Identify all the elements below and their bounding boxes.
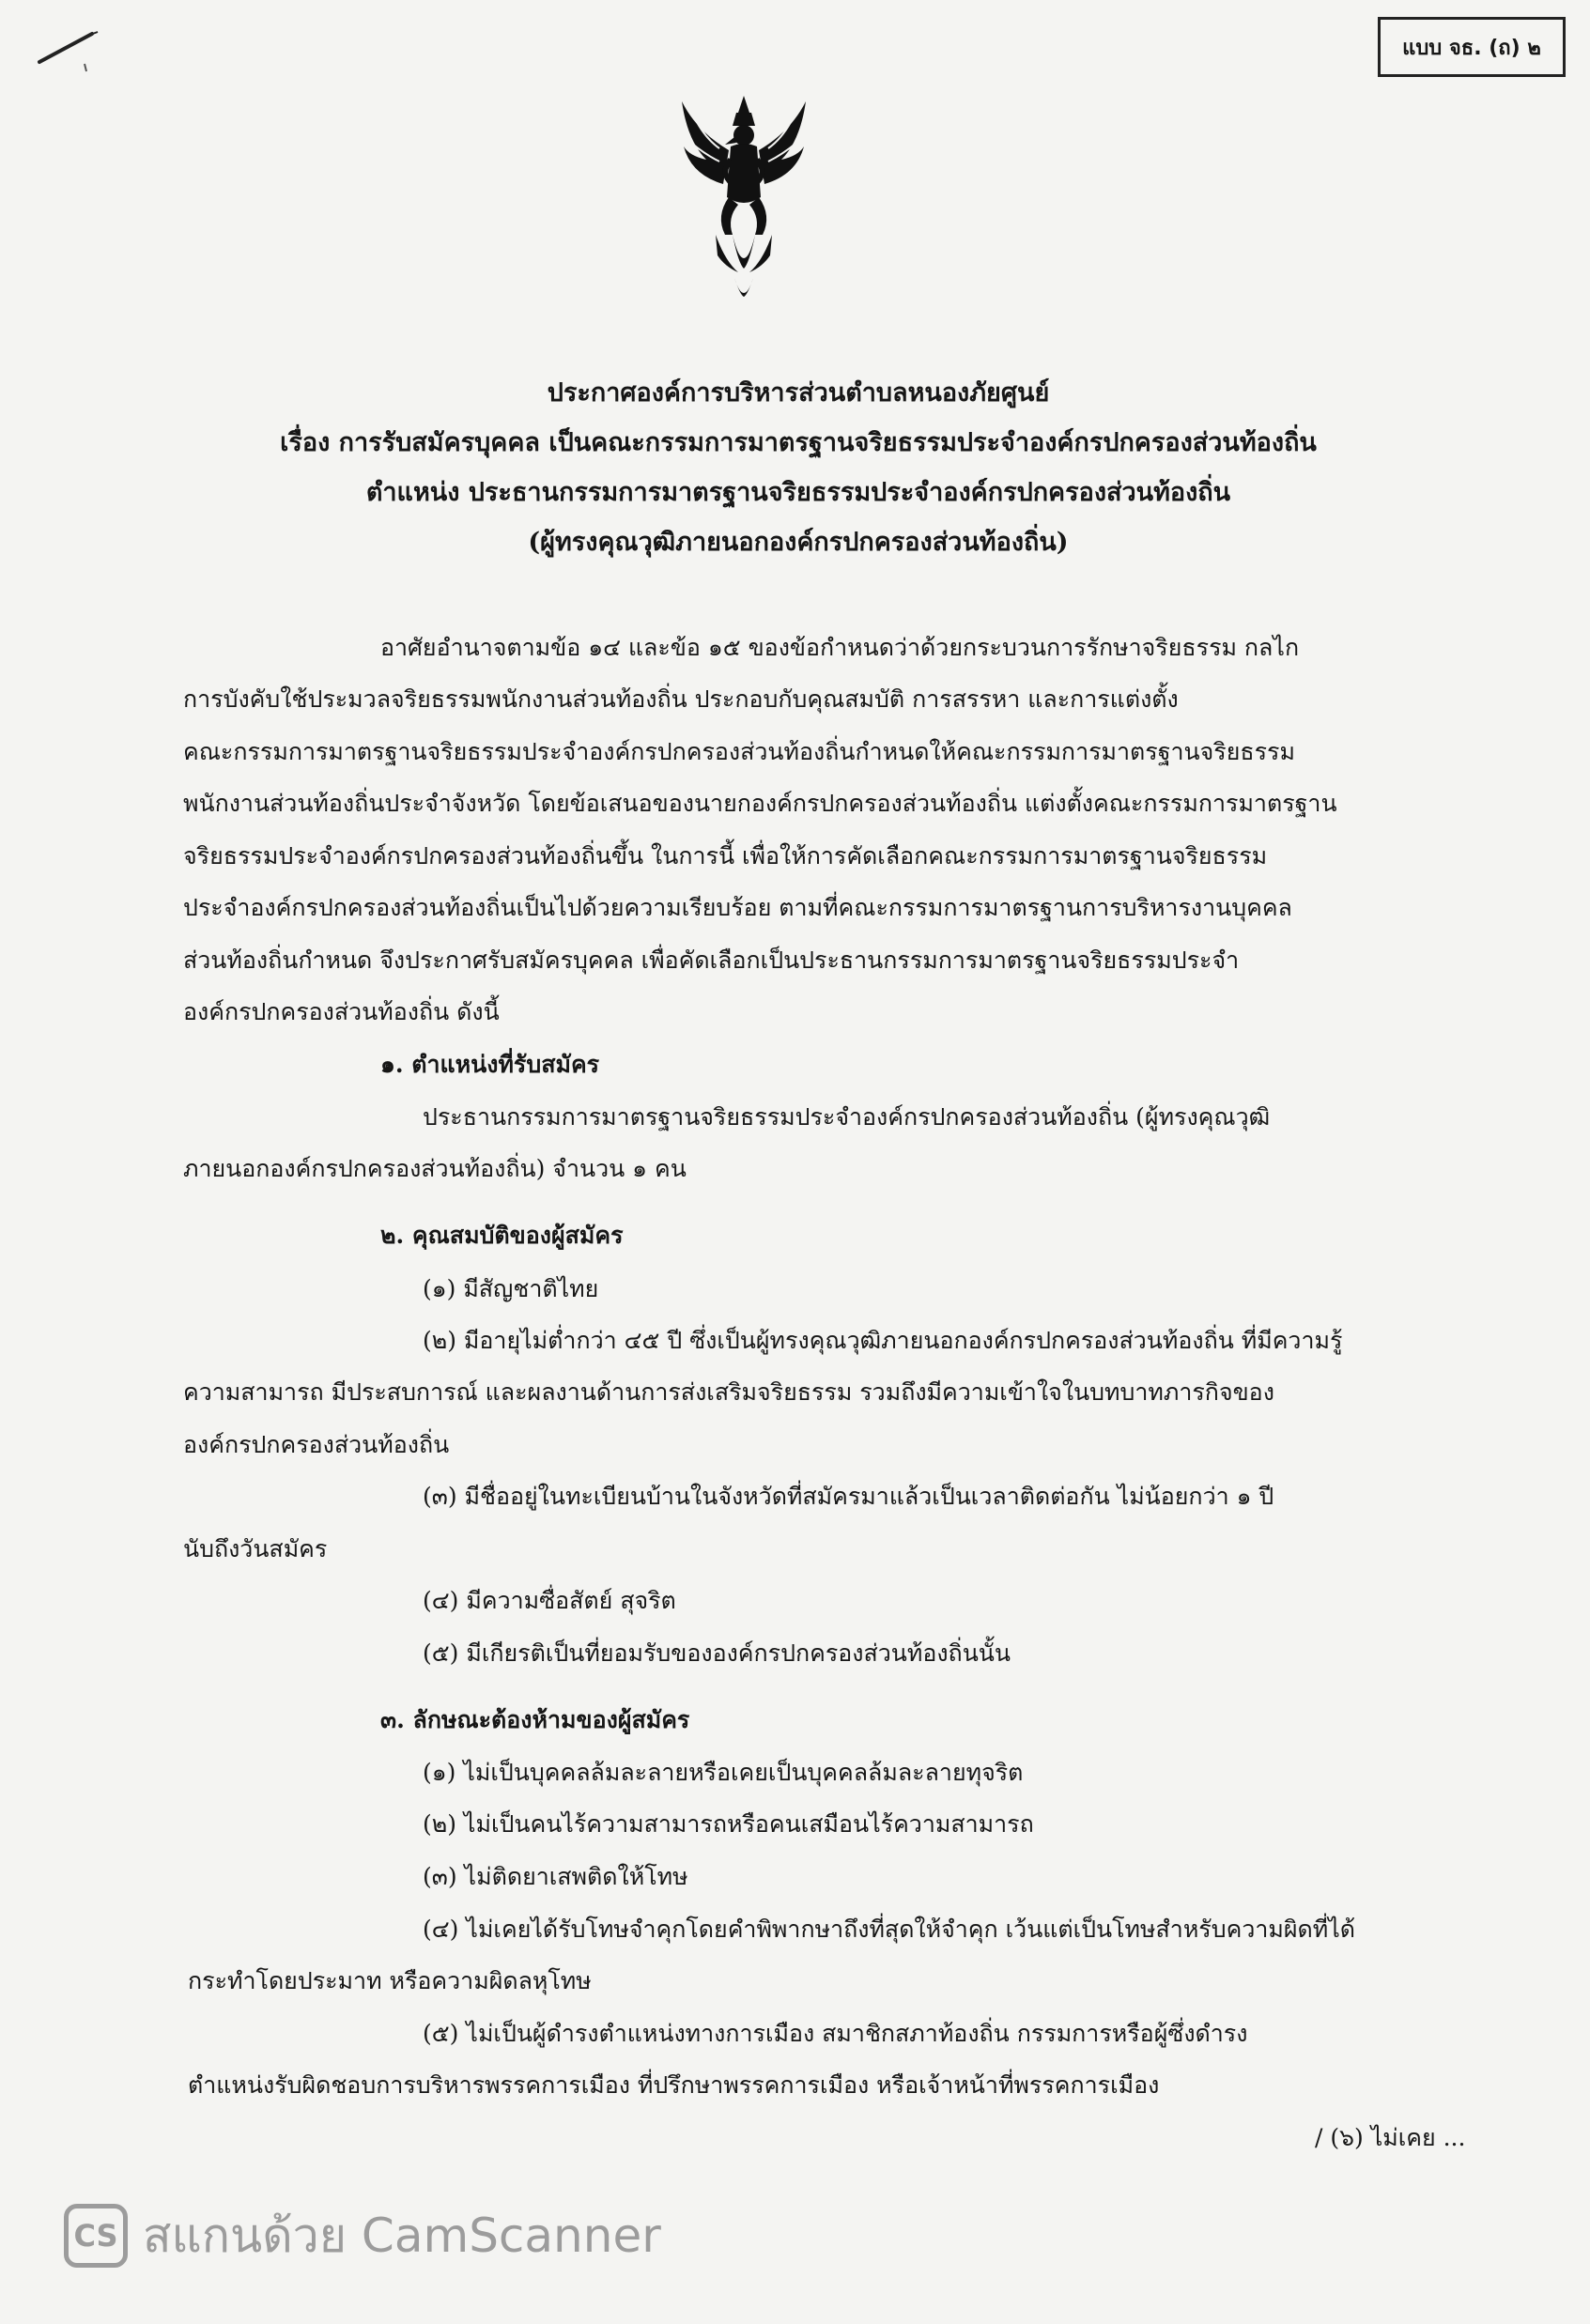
continuation-note: / (๖) ไม่เคย ... <box>1315 2124 1466 2151</box>
camscanner-text: สแกนด้วย CamScanner <box>143 2208 661 2263</box>
camscanner-logo-icon: CS <box>64 2204 128 2268</box>
section-3-heading: ๓. ลักษณะต้องห้ามของผู้สมัคร <box>380 1706 690 1733</box>
title-line-2: เรื่อง การรับสมัครบุคคล เป็นคณะกรรมการมาตรฐานจริยธรรมประจำองค์กรปกครองส่วนท้องถิ่น <box>280 428 1317 457</box>
intro-line: ประจำองค์กรปกครองส่วนท้องถิ่นเป็นไปด้วยความเรียบร้อย ตามที่คณะกรรมการมาตรฐานการบริหารงานบุคคล <box>183 894 1292 921</box>
pen-stroke-mark <box>36 28 111 75</box>
section-3-item: กระทำโดยประมาท หรือความผิดลหุโทษ <box>188 1967 592 1994</box>
section-2-item: ความสามารถ มีประสบการณ์ และผลงานด้านการส่งเสริมจริยธรรม รวมถึงมีความเข้าใจในบทบาทภารกิจของ <box>183 1378 1274 1406</box>
section-2-item: องค์กรปกครองส่วนท้องถิ่น <box>183 1431 450 1458</box>
section-3-item: (๓) ไม่ติดยาเสพติดให้โทษ <box>423 1863 688 1890</box>
title-line-1: ประกาศองค์การบริหารส่วนตำบลหนองภัยศูนย์ <box>547 378 1050 408</box>
section-2-item: (๓) มีชื่ออยู่ในทะเบียนบ้านในจังหวัดที่สมัครมาแล้วเป็นเวลาติดต่อกัน ไม่น้อยกว่า ๑ ปี <box>423 1483 1274 1510</box>
title-line-4: (ผู้ทรงคุณวุฒิภายนอกองค์กรปกครองส่วนท้องถิ่น) <box>528 528 1069 557</box>
form-code: แบบ จธ. (ถ) ๒ <box>1402 36 1541 60</box>
intro-line: จริยธรรมประจำองค์กรปกครองส่วนท้องถิ่นขึ้น ในการนี้ เพื่อให้การคัดเลือกคณะกรรมการมาตรฐานจริยธรรม <box>183 842 1268 870</box>
intro-line: อาศัยอำนาจตามข้อ ๑๔ และข้อ ๑๕ ของข้อกำหนดว่าด้วยกระบวนการรักษาจริยธรรม กลไก <box>380 634 1300 661</box>
section-3-item: (๑) ไม่เป็นบุคคลล้มละลายหรือเคยเป็นบุคคลล้มละลายทุจริต <box>423 1759 1024 1786</box>
section-2-heading: ๒. คุณสมบัติของผู้สมัคร <box>380 1222 624 1249</box>
announcement-title <box>141 368 1456 567</box>
title-line-3: ตำแหน่ง ประธานกรรมการมาตรฐานจริยธรรมประจำองค์กรปกครองส่วนท้องถิ่น <box>365 478 1231 507</box>
camscanner-watermark <box>64 2203 661 2269</box>
intro-line: คณะกรรมการมาตรฐานจริยธรรมประจำองค์กรปกครองส่วนท้องถิ่นกำหนดให้คณะกรรมการมาตรฐานจริยธรรม <box>183 738 1295 765</box>
intro-line: องค์กรปกครองส่วนท้องถิ่น ดังนี้ <box>183 998 500 1025</box>
section-3-item: (๔) ไม่เคยได้รับโทษจำคุกโดยคำพิพากษาถึงที่สุดให้จำคุก เว้นแต่เป็นโทษสำหรับความผิดที่ได้ <box>423 1916 1356 1943</box>
garuda-emblem-icon <box>678 94 810 310</box>
section-2-item: นับถึงวันสมัคร <box>183 1535 328 1562</box>
section-3-item: (๕) ไม่เป็นผู้ดำรงตำแหน่งทางการเมือง สมาชิกสภาท้องถิ่น กรรมการหรือผู้ซึ่งดำรง <box>423 2020 1248 2047</box>
section-1-line: ภายนอกองค์กรปกครองส่วนท้องถิ่น) จำนวน ๑ คน <box>183 1155 687 1182</box>
section-3-item: (๒) ไม่เป็นคนไร้ความสามารถหรือคนเสมือนไร้ความสามารถ <box>423 1810 1034 1838</box>
section-2-item: (๕) มีเกียรติเป็นที่ยอมรับขององค์กรปกครองส่วนท้องถิ่นนั้น <box>423 1639 1011 1667</box>
section-2-item: (๔) มีความซื่อสัตย์ สุจริต <box>423 1587 676 1614</box>
section-3-item: ตำแหน่งรับผิดชอบการบริหารพรรคการเมือง ที่ปรึกษาพรรคการเมือง หรือเจ้าหน้าที่พรรคการเมือง <box>188 2071 1160 2099</box>
intro-line: พนักงานส่วนท้องถิ่นประจำจังหวัด โดยข้อเสนอของนายกองค์กรปกครองส่วนท้องถิ่น แต่งตั้งคณะกรรมการมาตรฐาน <box>183 790 1337 817</box>
section-2-item: (๒) มีอายุไม่ต่ำกว่า ๔๕ ปี ซึ่งเป็นผู้ทรงคุณวุฒิภายนอกองค์กรปกครองส่วนท้องถิ่น ที่มีความรู้ <box>423 1327 1343 1354</box>
section-1-line: ประธานกรรมการมาตรฐานจริยธรรมประจำองค์กรปกครองส่วนท้องถิ่น (ผู้ทรงคุณวุฒิ <box>423 1103 1271 1131</box>
section-2-item: (๑) มีสัญชาติไทย <box>423 1275 599 1302</box>
intro-line: ส่วนท้องถิ่นกำหนด จึงประกาศรับสมัครบุคคล เพื่อคัดเลือกเป็นประธานกรรมการมาตรฐานจริยธรรมประจำ <box>183 947 1240 974</box>
intro-line: การบังคับใช้ประมวลจริยธรรมพนักงานส่วนท้องถิ่น ประกอบกับคุณสมบัติ การสรรหา และการแต่งตั้ง <box>183 685 1179 713</box>
form-code-box <box>1378 17 1566 77</box>
section-1-heading: ๑. ตำแหน่งที่รับสมัคร <box>380 1051 600 1078</box>
